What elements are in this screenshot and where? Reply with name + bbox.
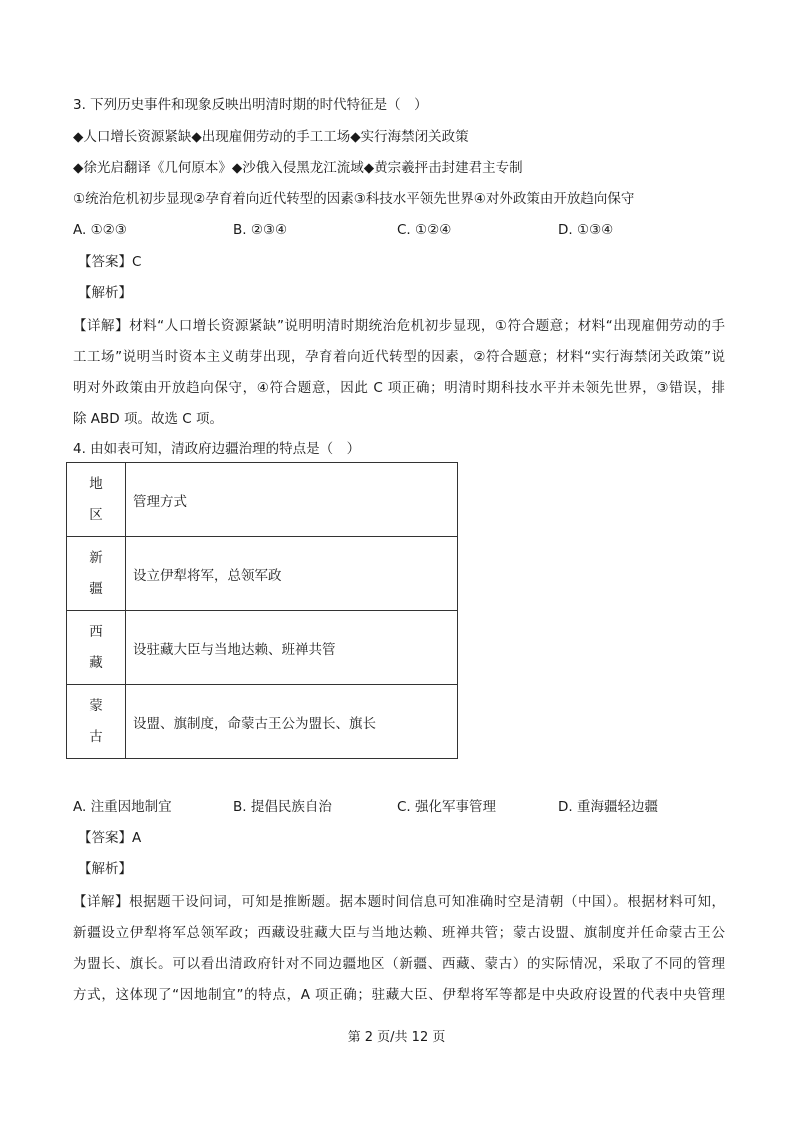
question-3-option-d: D. ①③④ xyxy=(558,222,614,238)
detail-line: 明对外政策由开放趋向保守，④符合题意，因此 C 项正确；明清时期科技水平并未领先世界，③错误，排 xyxy=(73,380,725,396)
question-4-detail xyxy=(73,887,725,1011)
region-char: 蒙 xyxy=(89,697,103,714)
table-header-row xyxy=(67,463,458,537)
table-row xyxy=(67,611,458,685)
detail-line: 【详解】根据题干设问词，可知是推断题。据本题时间信息可知准确时空是清朝（中国）。根据材料可知， xyxy=(73,894,725,910)
question-3-answer: 【答案】C xyxy=(78,254,142,270)
question-4-option-a: A. 注重因地制宜 xyxy=(73,799,172,815)
detail-line: 方式，这体现了“因地制宜”的特点，A 项正确；驻藏大臣、伊犁将军等都是中央政府设置的代表中央管理 xyxy=(73,987,725,1003)
detail-line: 新疆设立伊犁将军总领军政；西藏设驻藏大臣与当地达赖、班禅共管；蒙古设盟、旗制度并任命蒙古王公 xyxy=(73,925,725,941)
region-char: 地 xyxy=(89,475,103,492)
question-3-analysis-label: 【解析】 xyxy=(78,285,132,301)
page-footer: 第 2 页/共 12 页 xyxy=(347,1030,446,1045)
detail-line: 除 ABD 项。故选 C 项。 xyxy=(73,411,223,427)
table-row xyxy=(67,537,458,611)
detail-line: 为盟长、旗长。可以看出清政府针对不同边疆地区（新疆、西藏、蒙古）的实际情况，采取了不同的管理 xyxy=(73,956,725,972)
region-char: 疆 xyxy=(89,580,103,597)
table-cell-region xyxy=(67,463,126,537)
region-char: 西 xyxy=(89,623,103,640)
region-char: 区 xyxy=(89,506,103,523)
question-3-material-1: ◆人口增长资源紧缺◆出现雇佣劳动的手工工场◆实行海禁闭关政策 xyxy=(73,129,469,145)
question-4-answer: 【答案】A xyxy=(78,830,142,846)
detail-line: 【详解】材料“人口增长资源紧缺”说明明清时期统治危机初步显现，①符合题意；材料“出现雇佣劳动的手 xyxy=(73,318,725,334)
table-row xyxy=(67,685,458,759)
table-cell-method: 设盟、旗制度，命蒙古王公为盟长、旗长 xyxy=(126,685,458,759)
question-3-option-c: C. ①②④ xyxy=(397,222,452,238)
question-3-stem: 3. 下列历史事件和现象反映出明清时期的时代特征是（ ） xyxy=(73,97,428,113)
region-char: 古 xyxy=(89,728,103,745)
region-char: 藏 xyxy=(89,654,103,671)
question-4-option-c: C. 强化军事管理 xyxy=(397,799,497,815)
table-cell-method: 设立伊犁将军，总领军政 xyxy=(126,537,458,611)
region-char: 新 xyxy=(89,549,103,566)
question-4-option-b: B. 提倡民族自治 xyxy=(233,799,332,815)
detail-line: 工工场”说明当时资本主义萌芽出现，孕育着向近代转型的因素，②符合题意；材料“实行海禁闭关政策”说 xyxy=(73,349,725,365)
question-4-analysis-label: 【解析】 xyxy=(78,861,132,877)
table-cell-method: 管理方式 xyxy=(126,463,458,537)
question-3-detail xyxy=(73,311,725,435)
table-cell-region xyxy=(67,685,126,759)
table-cell-region xyxy=(67,537,126,611)
question-4-stem: 4. 由如表可知，清政府边疆治理的特点是（ ） xyxy=(73,441,361,457)
question-3-statements: ①统治危机初步显现②孕育着向近代转型的因素③科技水平领先世界④对外政策由开放趋向保守 xyxy=(73,191,635,207)
question-3-option-a: A. ①②③ xyxy=(73,222,127,238)
question-3-option-b: B. ②③④ xyxy=(233,222,288,238)
table-cell-method: 设驻藏大臣与当地达赖、班禅共管 xyxy=(126,611,458,685)
question-3-material-2: ◆徐光启翻译《几何原本》◆沙俄入侵黑龙江流域◆黄宗羲抨击封建君主专制 xyxy=(73,160,523,176)
border-governance-table xyxy=(66,462,458,759)
table-cell-region xyxy=(67,611,126,685)
question-4-option-d: D. 重海疆轻边疆 xyxy=(558,799,658,815)
